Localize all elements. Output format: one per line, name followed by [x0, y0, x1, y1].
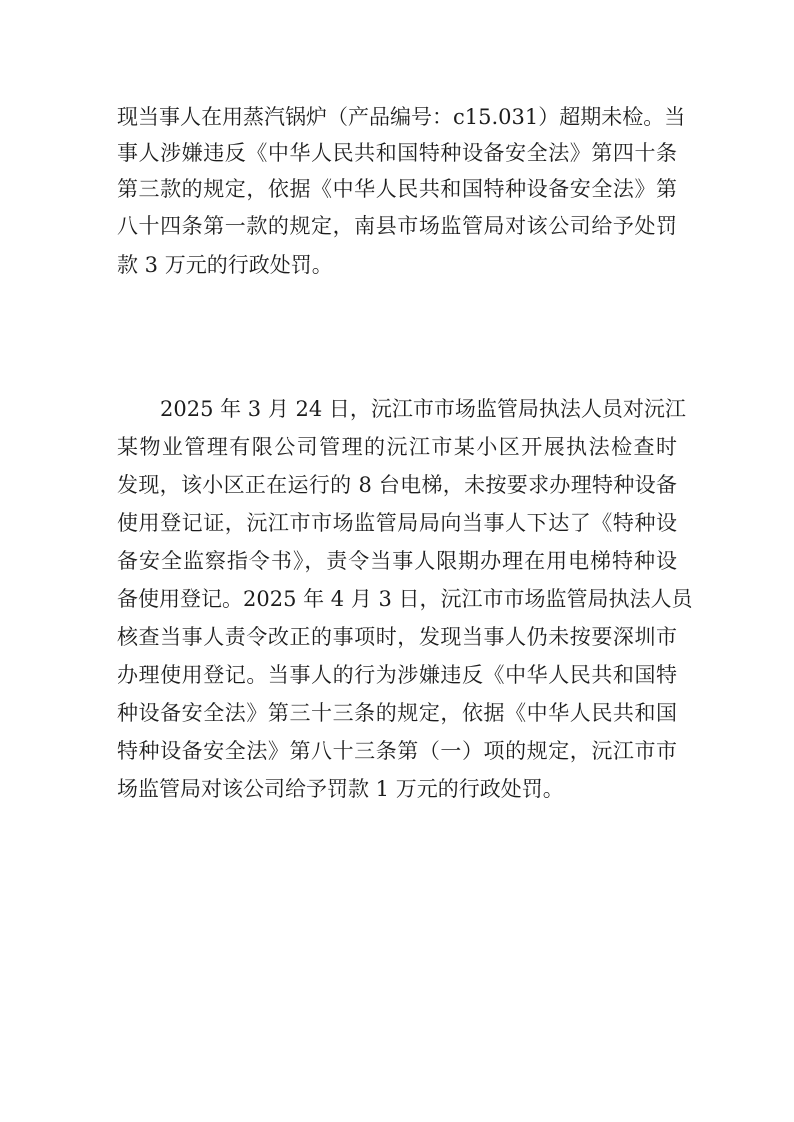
text-line: 特种设备安全法》第八十三条第（一）项的规定，沅江市市	[117, 739, 677, 763]
text-line: 办理使用登记。当事人的行为涉嫌违反《中华人民共和国特	[117, 663, 677, 687]
heading-line	[117, 341, 677, 381]
text-line: 核查当事人责令改正的事项时，发现当事人仍未按要深圳市	[117, 625, 677, 649]
heading-line	[160, 302, 677, 342]
text-line: 款 3 万元的行政处罚。	[117, 253, 333, 277]
text-line: 2025 年 3 月 24 日，沅江市市场监管局执法人员对沅江	[160, 397, 686, 421]
text-line: 备安全监察指令书》，责令当事人限期办理在用电梯特种设	[117, 549, 677, 573]
text-line: 八十四条第一款的规定，南县市场监管局对该公司给予处罚	[117, 214, 677, 238]
text-line: 种设备安全法》第三十三条的规定，依据《中华人民共和国	[117, 701, 677, 725]
text-line: 现当事人在用蒸汽锅炉（产品编号：c15.031）超期未检。当	[117, 105, 686, 129]
text-line: 事人涉嫌违反《中华人民共和国特种设备安全法》第四十条	[117, 141, 677, 165]
text-line: 使用登记证，沅江市市场监管局局向当事人下达了《特种设	[117, 511, 677, 535]
text-line: 某物业管理有限公司管理的沅江市某小区开展执法检查时	[117, 435, 677, 459]
text-line: 第三款的规定，依据《中华人民共和国特种设备安全法》第	[117, 177, 677, 201]
text-line: 场监管局对该公司给予罚款 1 万元的行政处罚。	[117, 777, 564, 801]
text-line: 发现，该小区正在运行的 8 台电梯，未按要求办理特种设备	[117, 473, 677, 497]
text-line: 备使用登记。2025 年 4 月 3 日，沅江市市场监管局执法人员	[117, 587, 693, 611]
